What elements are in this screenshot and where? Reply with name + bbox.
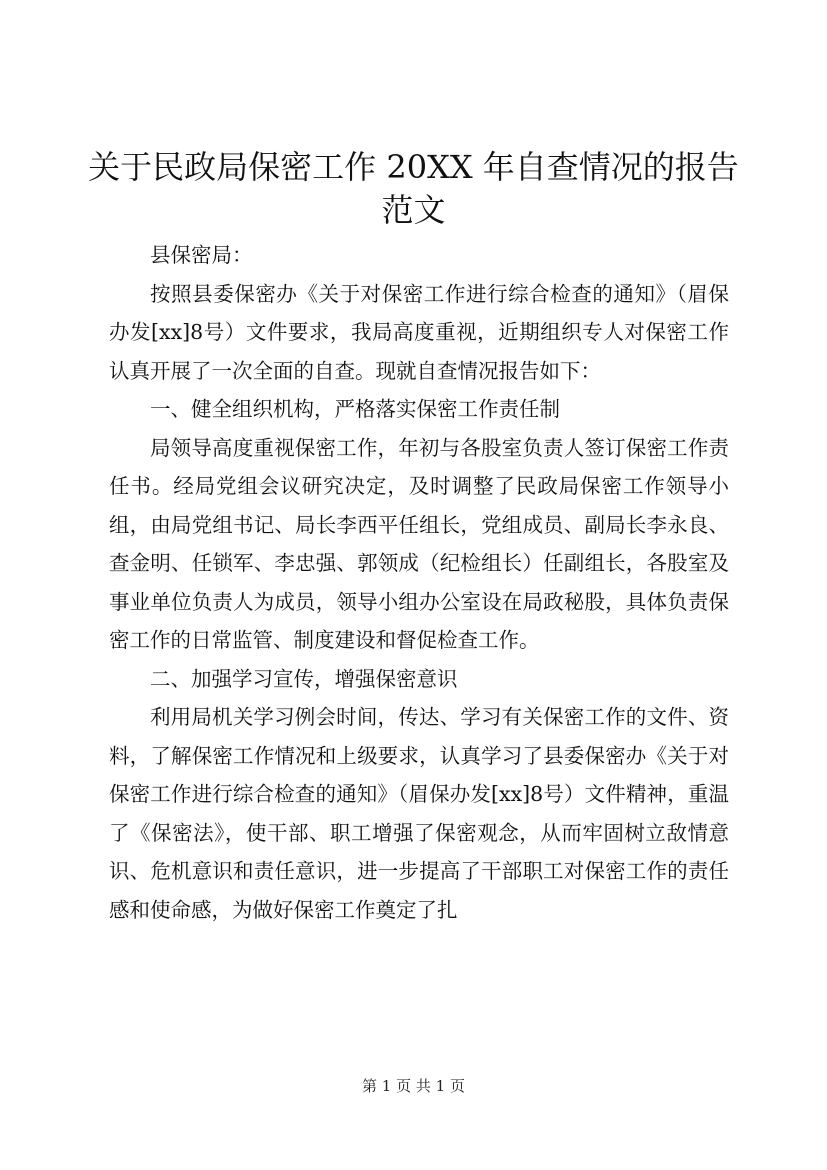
paragraph-section-2: 利用局机关学习例会时间，传达、学习有关保密工作的文件、资料，了解保密工作情况和上级要求，认真学习了县委保密办《关于对保密工作进行综合检查的通知》（眉保办发[xx]8号）文件精神，重温了《保密法》，使干部、职工增强了保密观念，从而牢固树立敌情意识、危机意识和责任意识，进一步提高了干部职工对保密工作的责任感和使命感，为做好保密工作奠定了扎	[109, 705, 729, 922]
page-number-footer: 第 1 页 共 1 页	[362, 1077, 465, 1095]
document-body	[109, 236, 729, 929]
salutation: 县保密局：	[150, 243, 253, 267]
document-title	[80, 146, 747, 232]
section-heading-1: 一、健全组织机构，严格落实保密工作责任制	[150, 397, 560, 421]
section-heading-2: 二、加强学习宣传，增强保密意识	[150, 666, 458, 691]
paragraph-intro: 按照县委保密办《关于对保密工作进行综合检查的通知》（眉保办发[xx]8号）文件要求，我局高度重视，近期组织专人对保密工作认真开展了一次全面的自查。现就自查情况报告如下：	[109, 281, 729, 383]
paragraph-section-1: 局领导高度重视保密工作，年初与各股室负责人签订保密工作责任书。经局党组会议研究决定，及时调整了民政局保密工作领导小组，由局党组书记、局长李西平任组长，党组成员、副局长李永良、查金明、任锁军、李忠强、郭领成（纪检组长）任副组长，各股室及事业单位负责人为成员，领导小组办公室设在局政秘股，具体负责保密工作的日常监管、制度建设和督促检查工作。	[109, 435, 729, 652]
title-line-2: 范文	[381, 191, 446, 229]
title-line-1: 关于民政局保密工作 20XX 年自查情况的报告	[88, 148, 739, 186]
